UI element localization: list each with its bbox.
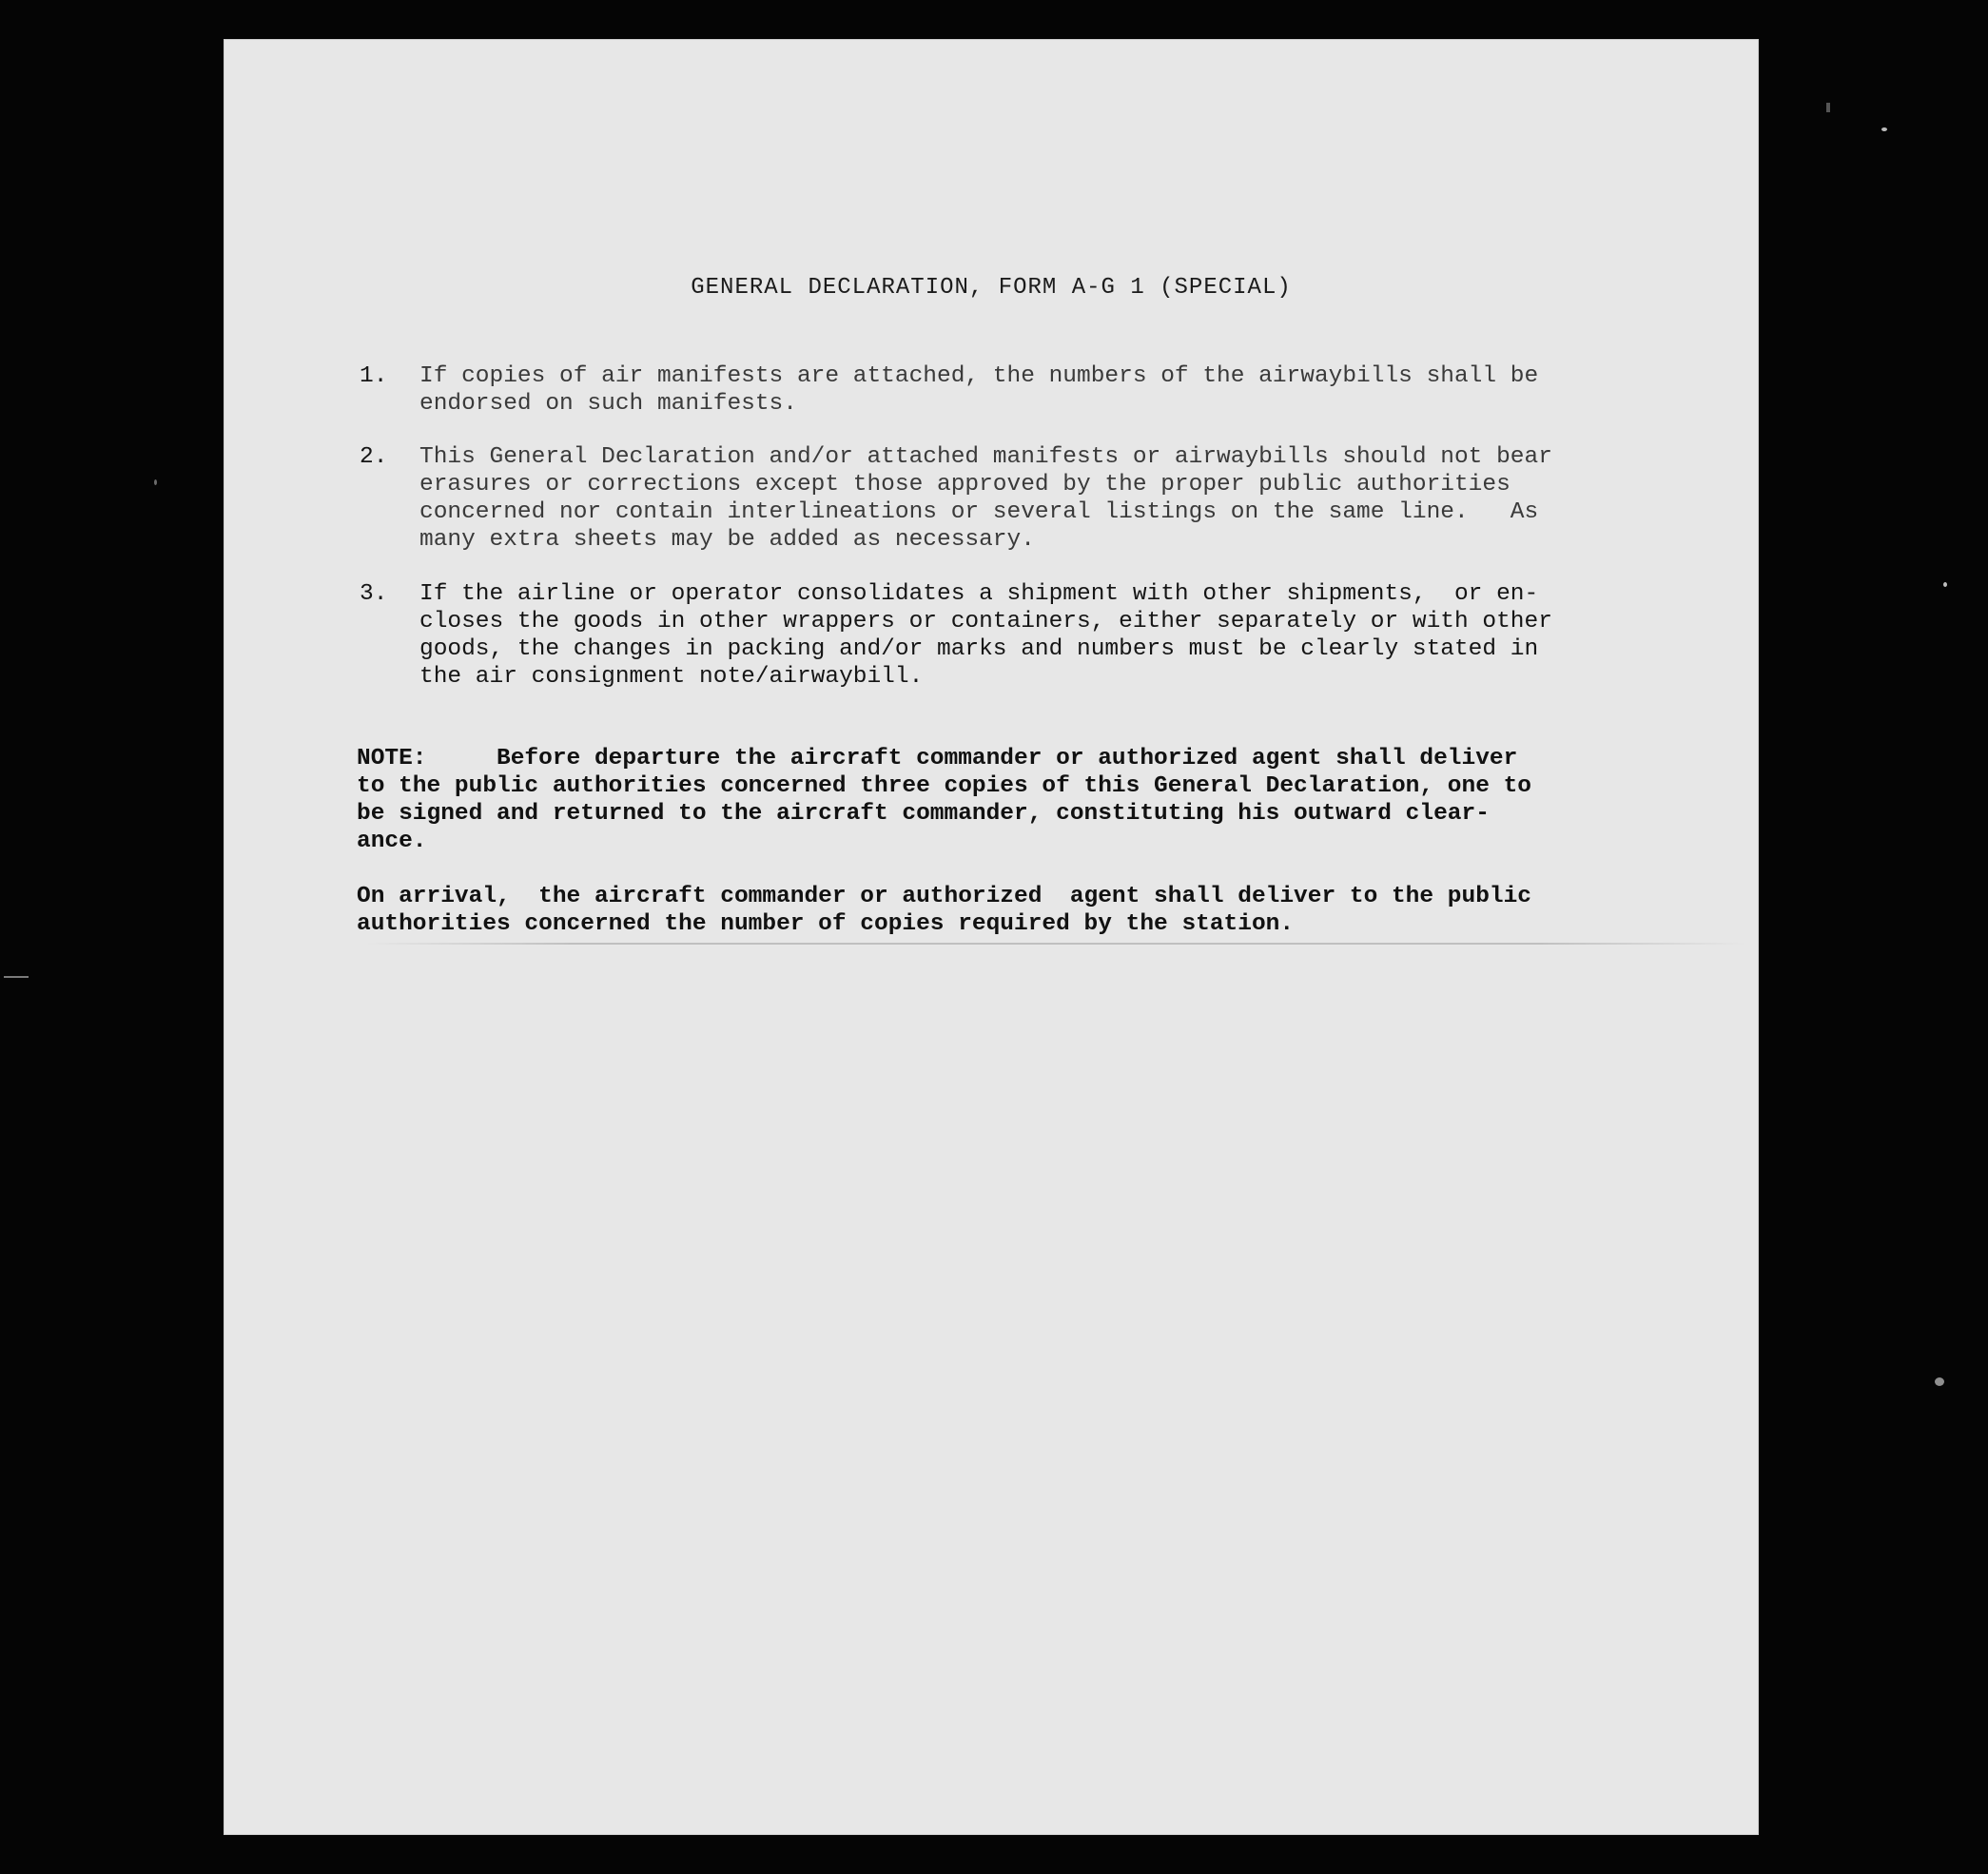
note-line: NOTE: Before departure the aircraft commander or authorized agent shall deliver [357,746,1518,771]
dust-speck [4,976,29,978]
item-line: If copies of air manifests are attached, the numbers of the airwaybills shall be [419,363,1539,389]
item-line: many extra sheets may be added as necessary. [419,527,1035,553]
item-number: 1. [360,363,388,389]
note-line: to the public authorities concerned three copies of this General Declaration, one to [357,773,1532,799]
item-line: closes the goods in other wrappers or containers, either separately or with other [419,609,1552,634]
arrival-line: On arrival, the aircraft commander or authorized agent shall deliver to the public [357,884,1532,909]
item-number: 2. [360,444,388,470]
item-line: If the airline or operator consolidates a shipment with other shipments, or en- [419,581,1539,607]
dust-speck [1943,582,1947,587]
document-page [224,39,1759,1835]
item-number: 3. [360,581,388,607]
paper-fold-line [366,943,1745,945]
dust-speck [154,479,157,485]
dust-speck [1826,103,1830,112]
item-line: concerned nor contain interlineations or several listings on the same line. As [419,499,1539,525]
arrival-line: authorities concerned the number of copies required by the station. [357,911,1295,937]
document-title: GENERAL DECLARATION, FORM A-G 1 (SPECIAL) [691,275,1292,301]
item-line: erasures or corrections except those approved by the proper public authorities [419,472,1510,498]
item-line: endorsed on such manifests. [419,391,797,417]
item-line: the air consignment note/airwaybill. [419,664,924,690]
note-line: be signed and returned to the aircraft commander, constituting his outward clear- [357,801,1490,827]
dust-speck [1881,127,1887,131]
item-line: goods, the changes in packing and/or marks and numbers must be clearly stated in [419,636,1539,662]
item-line: This General Declaration and/or attached manifests or airwaybills should not bear [419,444,1552,470]
dust-speck [1935,1377,1944,1386]
note-line: ance. [357,829,427,854]
